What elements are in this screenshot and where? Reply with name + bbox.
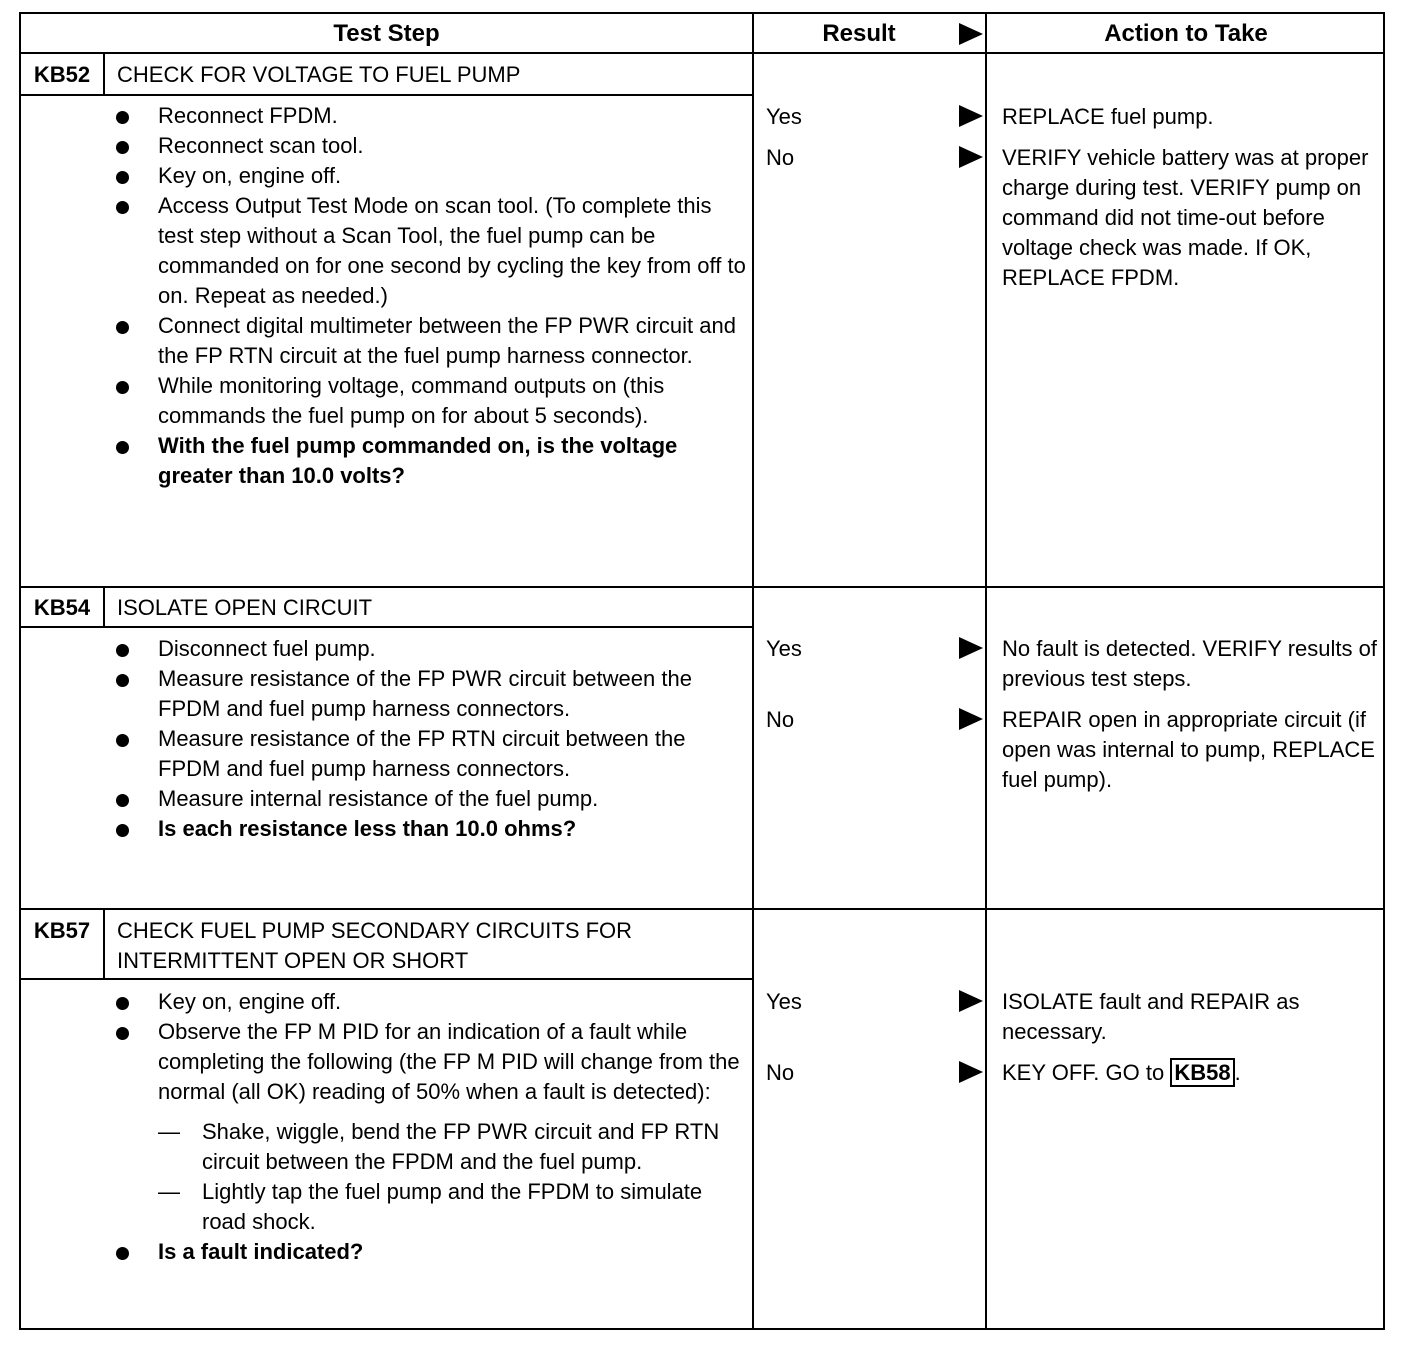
list-item: Disconnect fuel pump.	[21, 634, 751, 664]
code-divider-kb54	[103, 588, 105, 628]
bullet-icon	[116, 824, 129, 837]
arrow-icon	[959, 146, 983, 168]
row-divider-kb57	[21, 908, 1385, 910]
sub-list-item: — Lightly tap the fuel pump and the FPDM to simulate road shock.	[158, 1179, 703, 1234]
action-yes-kb54: No fault is detected. VERIFY results of previous test steps.	[1002, 636, 1377, 691]
code-divider-kb52	[103, 54, 105, 96]
step-code-kb54: KB54	[33, 595, 91, 620]
bullet-icon	[116, 201, 129, 214]
arrow-icon	[959, 708, 983, 730]
list-item: Access Output Test Mode on scan tool. (To complete this test step without a Scan Tool, the fuel pump can be commanded on for one second by cycling the key from off to on. Repeat as needed.)	[21, 191, 751, 311]
diagnostic-table	[19, 12, 1385, 1330]
header-arrow-icon	[959, 23, 983, 45]
action-yes-kb57: ISOLATE fault and REPAIR as necessary.	[1002, 989, 1300, 1044]
step-code-kb52: KB52	[33, 62, 91, 87]
goto-kb58-link[interactable]: KB58	[1170, 1058, 1234, 1087]
list-item: Reconnect scan tool.	[21, 131, 751, 161]
result-no-kb57: No	[766, 1060, 795, 1085]
bullet-icon	[116, 1027, 129, 1040]
list-item: Key on, engine off.	[21, 161, 751, 191]
action-no-kb54: REPAIR open in appropriate circuit (if open was internal to pump, REPLACE fuel pump).	[1002, 707, 1375, 792]
bullet-icon	[116, 734, 129, 747]
bullet-icon	[116, 441, 129, 454]
step-title-kb52: CHECK FOR VOLTAGE TO FUEL PUMP	[117, 62, 521, 87]
bullet-icon	[116, 111, 129, 124]
result-yes-kb57: Yes	[766, 989, 802, 1014]
arrow-icon	[959, 1061, 983, 1083]
sub-list-item: — Shake, wiggle, bend the FP PWR circuit and FP RTN circuit between the FPDM and the fuel pump.	[158, 1119, 720, 1174]
result-yes-kb52: Yes	[766, 104, 802, 129]
step-title-kb54: ISOLATE OPEN CIRCUIT	[117, 595, 373, 620]
step-title-kb57: CHECK FUEL PUMP SECONDARY CIRCUITS FOR INTERMITTENT OPEN OR SHORT	[117, 918, 633, 973]
result-yes-kb54: Yes	[766, 636, 802, 661]
title-divider-kb52	[21, 94, 752, 96]
action-no-kb57: KEY OFF. GO to KB58 .	[1002, 1060, 1241, 1085]
list-item: Measure resistance of the FP RTN circuit between the FPDM and fuel pump harness connectors.	[21, 724, 751, 784]
header-test-step: Test Step	[333, 20, 440, 47]
list-item: Measure internal resistance of the fuel pump.	[21, 784, 751, 814]
action-yes-kb52: REPLACE fuel pump.	[1002, 104, 1214, 129]
list-item: Measure resistance of the FP PWR circuit between the FPDM and fuel pump harness connectors.	[21, 664, 751, 724]
bullet-icon	[116, 997, 129, 1010]
bullet-icon	[116, 1247, 129, 1260]
result-no-kb54: No	[766, 707, 795, 732]
list-item: Reconnect FPDM.	[21, 101, 751, 131]
bullet-icon	[116, 171, 129, 184]
dash-icon: —	[158, 1119, 180, 1144]
list-item: Observe the FP M PID for an indication of a fault while completing the following (the FP M PID will change from the normal (all OK) reading of 50% when a fault is detected):	[21, 1017, 751, 1107]
arrow-icon	[959, 105, 983, 127]
list-item: Key on, engine off.	[21, 987, 751, 1017]
list-item: While monitoring voltage, command outputs on (this commands the fuel pump on for about 5 seconds).	[21, 371, 751, 431]
step-question: Is a fault indicated?	[21, 1237, 751, 1267]
bullet-icon	[116, 644, 129, 657]
step-code-kb57: KB57	[33, 918, 91, 943]
bullet-icon	[116, 141, 129, 154]
header-action: Action to Take	[1104, 20, 1268, 47]
step-question: With the fuel pump commanded on, is the voltage greater than 10.0 volts?	[21, 431, 751, 491]
step-question: Is each resistance less than 10.0 ohms?	[21, 814, 751, 844]
arrow-icon	[959, 637, 983, 659]
bullet-icon	[116, 674, 129, 687]
step-list-kb52	[21, 101, 751, 491]
title-divider-kb54	[21, 626, 752, 628]
list-item: Connect digital multimeter between the FP PWR circuit and the FP RTN circuit at the fuel pump harness connector.	[21, 311, 751, 371]
column-divider-test-step	[752, 14, 754, 1330]
code-divider-kb57	[103, 910, 105, 980]
step-list-kb57	[21, 987, 751, 1267]
action-no-kb52: VERIFY vehicle battery was at proper charge during test. VERIFY pump on command did not time-out before voltage check was made. If OK, REPLACE FPDM.	[1002, 145, 1369, 290]
result-no-kb52: No	[766, 145, 795, 170]
bullet-icon	[116, 794, 129, 807]
header-result: Result	[822, 20, 896, 47]
column-divider-result	[985, 14, 987, 1330]
header-divider	[21, 52, 1385, 54]
row-divider-kb54	[21, 586, 1385, 588]
title-divider-kb57	[21, 978, 752, 980]
dash-icon: —	[158, 1179, 180, 1204]
bullet-icon	[116, 321, 129, 334]
arrow-icon	[959, 990, 983, 1012]
bullet-icon	[116, 381, 129, 394]
step-list-kb54	[21, 634, 751, 844]
